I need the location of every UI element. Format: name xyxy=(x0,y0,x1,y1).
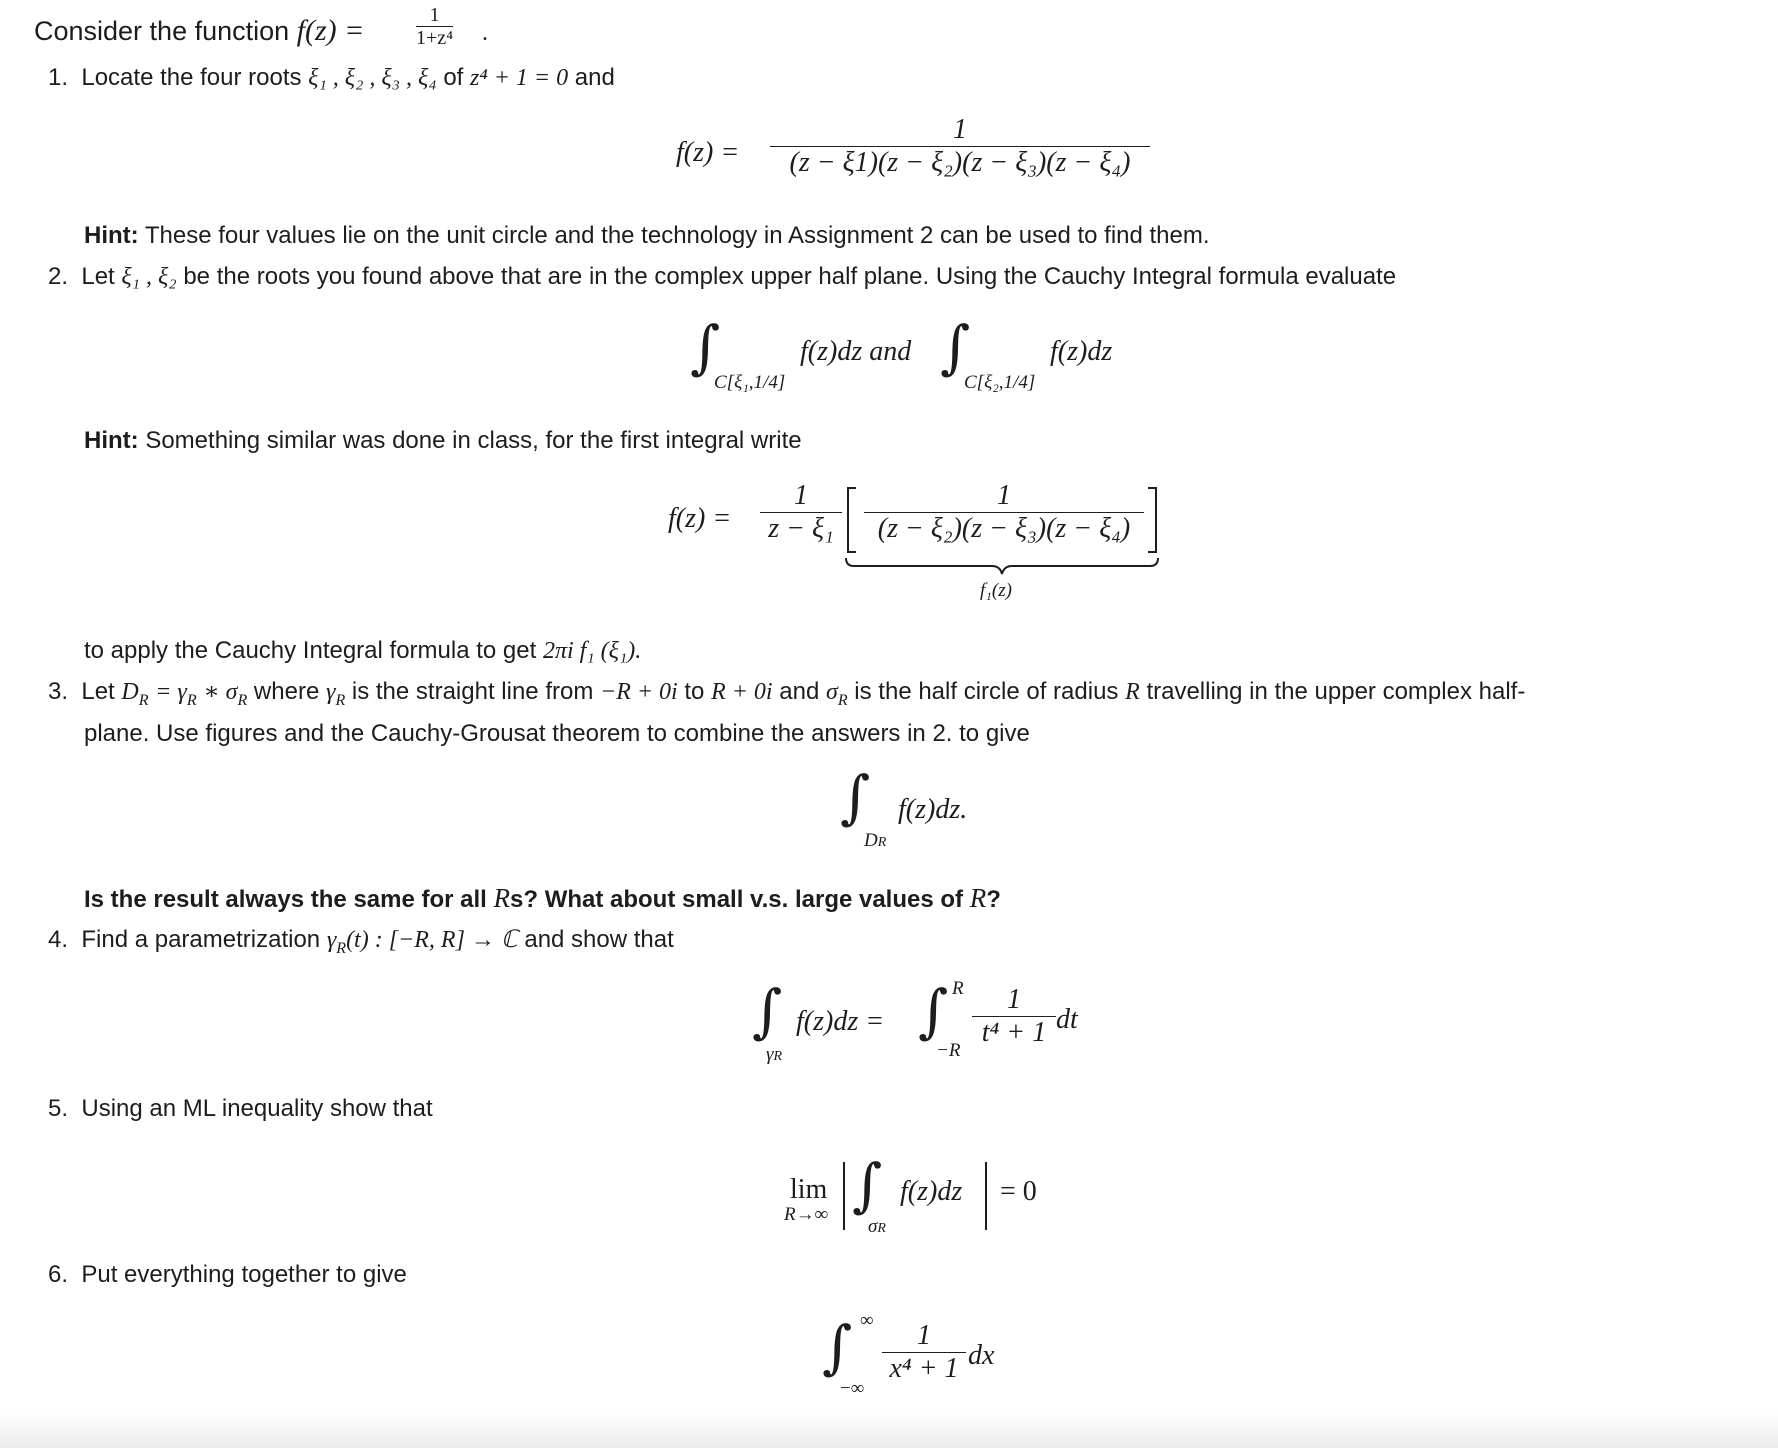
lim-subscript: R→∞ xyxy=(784,1204,829,1225)
integral-sign-4: ∫ xyxy=(752,977,783,1045)
integral-5-upper: R xyxy=(952,978,964,999)
integral-sign-7: ∫ xyxy=(822,1313,853,1381)
item-4-fraction: 1 t⁴ + 1 xyxy=(972,984,1056,1049)
intro-fraction: 1 1+z⁴ xyxy=(416,4,454,49)
item-3-line-2: plane. Use figures and the Cauchy-Grousat theorem to combine the answers in 2. to give xyxy=(84,720,1030,747)
integral-2-subscript: C[ξ₂,1/4] xyxy=(964,372,1036,393)
item-5-line: 5. Using an ML inequality show that xyxy=(48,1095,433,1122)
integral-4-lhs: f(z)dz = xyxy=(796,1006,885,1037)
integral-1-subscript: C[ξ₁,1/4] xyxy=(714,372,786,393)
item-1-display-fraction: 1 (z − ξ1)(z − ξ₂)(z − ξ₃)(z − ξ₄) xyxy=(770,114,1150,179)
item-6-line: 6. Put everything together to give xyxy=(48,1261,407,1288)
item-6-dx: dx xyxy=(968,1340,995,1371)
integral-7-lower: −∞ xyxy=(840,1378,865,1399)
integral-2-body: f(z)dz xyxy=(1050,336,1113,367)
integral-7-upper: ∞ xyxy=(860,1310,874,1331)
integral-3-body: f(z)dz. xyxy=(898,794,968,825)
intro-text: Consider the function f(z) = xyxy=(34,14,365,47)
item-2-display-lhs: f(z) = xyxy=(668,503,732,534)
integral-sign-5: ∫ xyxy=(918,977,949,1045)
item-5-rhs: = 0 xyxy=(1000,1176,1037,1207)
brace-label: f₁(z) xyxy=(980,580,1012,601)
item-2-frac-1: 1 z − ξ₁ xyxy=(760,480,842,545)
roots-list: ξ₁ , ξ₂ , ξ₃ , ξ₄ xyxy=(308,65,437,91)
intro-fz: f(z) = xyxy=(296,14,365,47)
item-1-line: 1. Locate the four roots ξ₁ , ξ₂ , ξ₃ , ξ₄ of z⁴ + 1 = 0 and xyxy=(48,64,615,91)
bottom-fade xyxy=(0,1412,1778,1448)
item-6-fraction: 1 x⁴ + 1 xyxy=(882,1320,966,1385)
integral-4-subscript: γR xyxy=(766,1044,783,1065)
equation: z⁴ + 1 = 0 xyxy=(470,65,569,91)
integral-sign-2: ∫ xyxy=(940,313,971,381)
integral-1-body: f(z)dz and xyxy=(800,336,912,367)
integral-sign-6: ∫ xyxy=(852,1151,883,1219)
item-2-hint: Hint: Something similar was done in class, for the first integral write xyxy=(84,427,802,454)
integral-3-subscript: DR xyxy=(864,830,887,851)
integral-6-subscript: σR xyxy=(868,1216,886,1237)
item-2-frac-2: 1 (z − ξ₂)(z − ξ₃)(z − ξ₄) xyxy=(864,480,1144,545)
integral-5-lower: −R xyxy=(936,1040,961,1061)
item-3-line-1: 3. Let $D_R = \gamma_R$ ∗ $\sigma_R$ where $\gamma_R$ is the straight line from −R + 0i to R + 0i and $\sigma_R$ is the half circle of radius R travelling in the upper complex half- xyxy=(48,678,1526,709)
item-2-line: 2. Let ξ₁ , ξ₂ be the roots you found above that are in the complex upper half plane. Using the Cauchy Integral formula evaluate xyxy=(48,263,1397,290)
integral-sign-3: ∫ xyxy=(840,763,871,831)
item-2-after: to apply the Cauchy Integral formula to get 2πi f₁ (ξ₁). xyxy=(84,637,642,664)
integral-sign-1: ∫ xyxy=(690,313,721,381)
abs-bar-right xyxy=(980,1162,992,1230)
item-1-display-lhs: f(z) = xyxy=(676,137,740,168)
lim-label: lim xyxy=(790,1174,828,1205)
item-4-dt: dt xyxy=(1056,1004,1078,1035)
item-3-question: Is the result always the same for all Rs? What about small v.s. large values of R? xyxy=(84,883,1001,913)
item-5-body: f(z)dz xyxy=(900,1176,963,1207)
item-1-hint: Hint: These four values lie on the unit circle and the technology in Assignment 2 can be used to find them. xyxy=(84,222,1210,249)
item-4-line: 4. Find a parametrization $\gamma_R(t)$ : [−R, R] → ℂ and show that xyxy=(48,926,674,957)
